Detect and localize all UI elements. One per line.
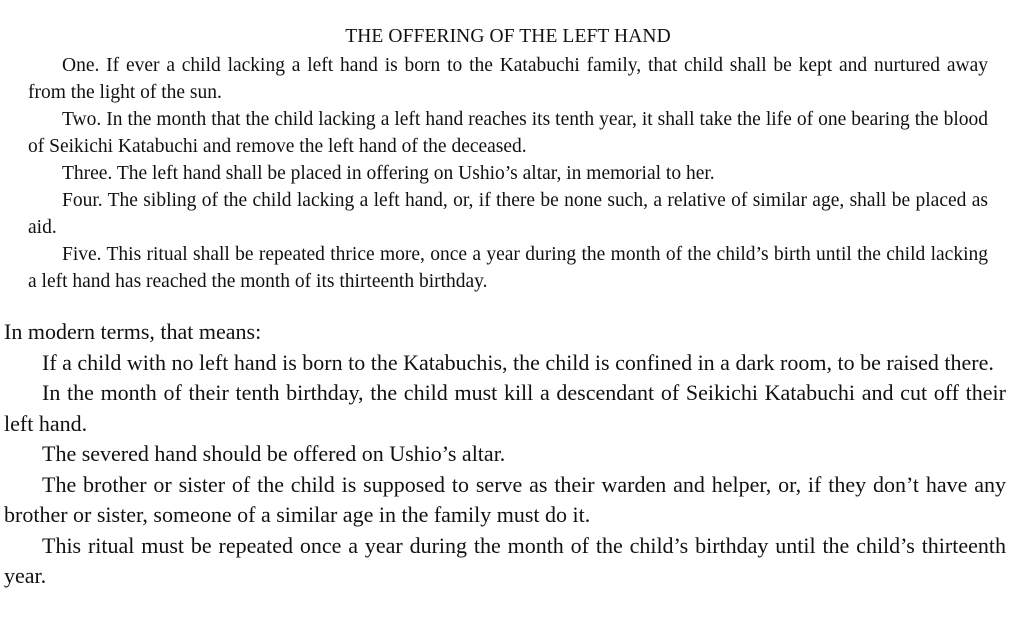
rule-four: Four. The sibling of the child lacking a left hand, or, if there be none such, a relative of similar age, shall be placed as aid. bbox=[28, 190, 988, 238]
rule-two: Two. In the month that the child lacking a left hand reaches its tenth year, it shall take the life of one bearing the blood of Seikichi Katabuchi and remove the left hand of the deceased. bbox=[28, 109, 988, 157]
explanation-paragraph-4: The brother or sister of the child is supposed to serve as their warden and helper, or, if they don’t have any brother or sister, someone of a similar age in the family must do it. bbox=[4, 471, 1006, 527]
rule-five: Five. This ritual shall be repeated thrice more, once a year during the month of the child’s birth until the child lacking a left hand has reached the month of its thirteenth birthday. bbox=[28, 244, 988, 292]
explanation-paragraph-3: The severed hand should be offered on Ushio’s altar. bbox=[42, 441, 506, 466]
rules-title: THE OFFERING OF THE LEFT HAND bbox=[345, 26, 671, 47]
rule-one: One. If ever a child lacking a left hand is born to the Katabuchi family, that child shall be kept and nurtured away from the light of the sun. bbox=[28, 55, 988, 103]
explanation-paragraph-2: In the month of their tenth birthday, the child must kill a descendant of Seikichi Katabuchi and cut off their left hand. bbox=[4, 380, 1006, 436]
explanation-paragraph-5: This ritual must be repeated once a year during the month of the child’s birthday until the child’s thirteenth year. bbox=[4, 532, 1006, 588]
explanation-intro: In modern terms, that means: bbox=[4, 319, 262, 344]
rule-three: Three. The left hand shall be placed in offering on Ushio’s altar, in memorial to her. bbox=[62, 163, 715, 184]
quoted-rules-block bbox=[28, 22, 988, 295]
explanation-block bbox=[4, 317, 1006, 592]
explanation-paragraph-1: If a child with no left hand is born to the Katabuchis, the child is confined in a dark room, to be raised there. bbox=[42, 349, 994, 375]
